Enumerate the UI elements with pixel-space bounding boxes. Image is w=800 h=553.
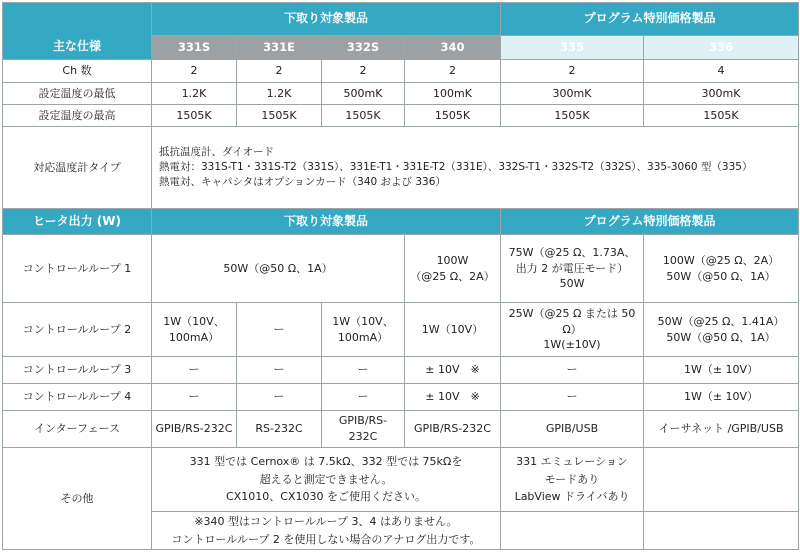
- row-label-other: その他: [3, 448, 152, 550]
- table-cell: [152, 303, 237, 357]
- cell-line: （@25 Ω、2A）: [410, 269, 495, 283]
- table-cell: 1.2K: [237, 83, 322, 105]
- table-cell: ー: [322, 384, 405, 411]
- table-row: [3, 235, 799, 303]
- sensor-line: 熱電対：331S-T1・331S-T2（331S）、331E-T1・331E-T2（331E）、332S-T1・332S-T2（332S）、335-3060 型（335）: [159, 160, 753, 173]
- row-label-interface: インターフェース: [3, 411, 152, 448]
- spec-comparison-table: [2, 2, 799, 550]
- table-cell: 50W（@50 Ω、1A）: [152, 235, 405, 303]
- table-row: [3, 357, 799, 384]
- cell-line: 1W(±10V): [543, 338, 601, 352]
- table-cell: [644, 512, 799, 550]
- table-cell: ー: [152, 384, 237, 411]
- row-label-loop2: コントロールループ 2: [3, 303, 152, 357]
- table-cell: ー: [501, 357, 644, 384]
- note-340: [152, 512, 501, 550]
- table-cell: 500mK: [322, 83, 405, 105]
- table-cell: [644, 235, 799, 303]
- table-cell: [644, 448, 799, 512]
- header-main-specs: 主な仕様: [3, 3, 152, 60]
- table-cell: ± 10V ※: [405, 384, 501, 411]
- table-row: [3, 105, 799, 127]
- table-row: [3, 448, 799, 512]
- table-cell: 300mK: [644, 83, 799, 105]
- header-model-335: 335: [501, 36, 644, 60]
- note-line: 331 型では Cernox® は 7.5kΩ、332 型では 75kΩを: [189, 455, 463, 469]
- header-model-331s: 331S: [152, 36, 237, 60]
- table-cell: GPIB/RS-232C: [152, 411, 237, 448]
- cell-line: 50W（@50 Ω、1A）: [666, 330, 776, 344]
- table-row: [3, 303, 799, 357]
- table-cell: ± 10V ※: [405, 357, 501, 384]
- table-cell: 1505K: [237, 105, 322, 127]
- table-cell: 2: [237, 60, 322, 83]
- table-cell: ー: [152, 357, 237, 384]
- table-cell: ー: [322, 357, 405, 384]
- table-row: [3, 83, 799, 105]
- header-heater-special: プログラム特別価格製品: [501, 209, 799, 235]
- table-row: [3, 127, 799, 209]
- note-line: CX1010、CX1030 をご使用ください。: [226, 490, 426, 504]
- cell-line: 50W（@50 Ω、1A）: [666, 269, 776, 283]
- table-cell: [501, 235, 644, 303]
- sensor-line: 抵抗温度計、ダイオード: [159, 145, 274, 158]
- cell-line: 出力 2 が電圧モード）: [515, 261, 629, 275]
- table-cell: 1W（10V）: [405, 303, 501, 357]
- note-line: 331 エミュレーション: [516, 455, 628, 469]
- table-cell: [322, 303, 405, 357]
- table-cell: GPIB/RS-232C: [405, 411, 501, 448]
- table-cell: 4: [644, 60, 799, 83]
- header-model-331e: 331E: [237, 36, 322, 60]
- row-label-ch: Ch 数: [3, 60, 152, 83]
- cell-line: 1W（10V、: [163, 314, 225, 328]
- table-cell: RS-232C: [237, 411, 322, 448]
- cell-line: 50W（@25 Ω、1.41A）: [657, 314, 785, 328]
- table-cell: 1W（± 10V）: [644, 357, 799, 384]
- table-cell: [644, 303, 799, 357]
- cell-line: 25W（@25 Ω または 50 Ω）: [508, 306, 636, 336]
- header-model-336: 336: [644, 36, 799, 60]
- table-cell: 1505K: [405, 105, 501, 127]
- table-cell: GPIB/RS-232C: [322, 411, 405, 448]
- table-cell: 2: [152, 60, 237, 83]
- cell-line: 75W（@25 Ω、1.73A、: [508, 245, 636, 259]
- note-line: モードあり: [544, 472, 600, 486]
- sensor-type-cell: [152, 127, 799, 209]
- table-row: [3, 384, 799, 411]
- sensor-line: 熱電対、キャパシタはオプションカード（340 および 336）: [159, 176, 446, 189]
- table-row: [3, 411, 799, 448]
- header-heater-output: ヒータ出力 (W): [3, 209, 152, 235]
- note-line: コントロールループ 2 を使用しない場合のアナログ出力です。: [171, 532, 481, 546]
- note-331-332: [152, 448, 501, 512]
- table-cell: 1.2K: [152, 83, 237, 105]
- table-row: [3, 60, 799, 83]
- header-model-340: 340: [405, 36, 501, 60]
- table-cell: イーサネット /GPIB/USB: [644, 411, 799, 448]
- cell-line: 100W（@25 Ω、2A）: [662, 253, 780, 267]
- table-cell: 1505K: [501, 105, 644, 127]
- table-cell: ー: [501, 384, 644, 411]
- cell-line: 100mA）: [168, 330, 220, 344]
- note-335: [501, 448, 644, 512]
- header-trade-in-group: 下取り対象製品: [152, 3, 501, 36]
- table-cell: 2: [501, 60, 644, 83]
- table-cell: GPIB/USB: [501, 411, 644, 448]
- table-cell: 2: [322, 60, 405, 83]
- row-label-loop1: コントロールループ 1: [3, 235, 152, 303]
- note-line: LabView ドライバあり: [514, 490, 630, 504]
- table-cell: 100mK: [405, 83, 501, 105]
- cell-line: 1W（10V、: [332, 314, 394, 328]
- table-cell: 300mK: [501, 83, 644, 105]
- table-cell: 1W（± 10V）: [644, 384, 799, 411]
- table-cell: 2: [405, 60, 501, 83]
- note-line: ※340 型はコントロールループ 3、4 はありません。: [194, 514, 458, 528]
- cell-line: 100W: [436, 253, 469, 267]
- header-special-price-group: プログラム特別価格製品: [501, 3, 799, 36]
- table-cell: 1505K: [322, 105, 405, 127]
- table-cell: [501, 303, 644, 357]
- cell-line: 100mA）: [337, 330, 389, 344]
- table-cell: [405, 235, 501, 303]
- row-label-loop3: コントロールループ 3: [3, 357, 152, 384]
- note-line: 超えると測定できません。: [259, 472, 393, 486]
- header-model-332s: 332S: [322, 36, 405, 60]
- header-heater-trade-in: 下取り対象製品: [152, 209, 501, 235]
- row-label-max-temp: 設定温度の最高: [3, 105, 152, 127]
- table-cell: ー: [237, 303, 322, 357]
- row-label-sensor-type: 対応温度計タイプ: [3, 127, 152, 209]
- row-label-loop4: コントロールループ 4: [3, 384, 152, 411]
- table-cell: 1505K: [152, 105, 237, 127]
- table-cell: 1505K: [644, 105, 799, 127]
- row-label-min-temp: 設定温度の最低: [3, 83, 152, 105]
- table-cell: [501, 512, 644, 550]
- cell-line: 50W: [559, 277, 585, 291]
- table-cell: ー: [237, 384, 322, 411]
- table-cell: ー: [237, 357, 322, 384]
